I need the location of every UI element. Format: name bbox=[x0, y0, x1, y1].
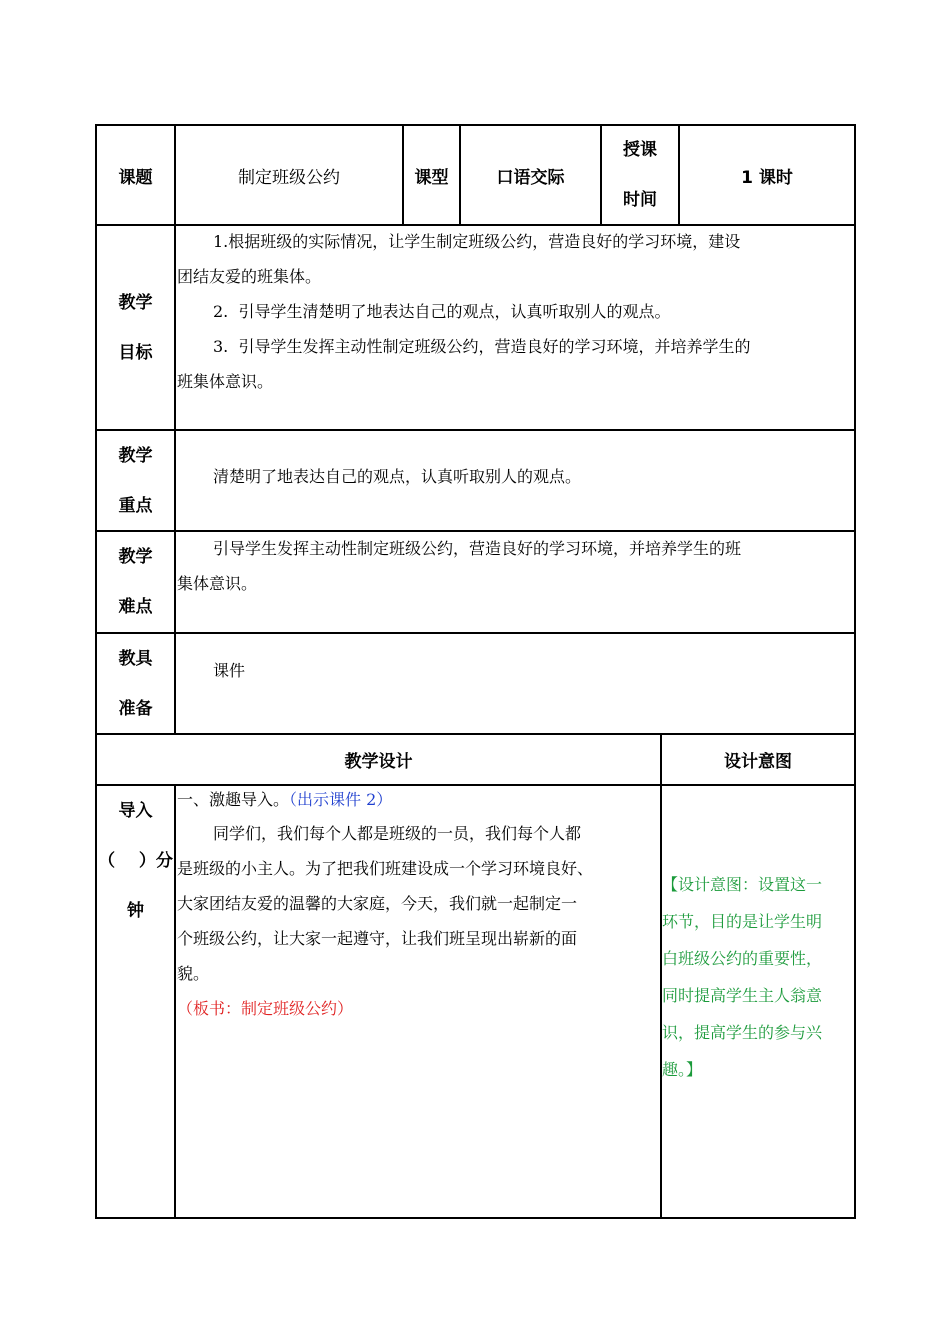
intro-content bbox=[177, 784, 660, 1026]
intro-heading-line bbox=[177, 784, 660, 816]
key-points-label-line-1: 教学 bbox=[118, 445, 153, 466]
intro-line-2: 是班级的小主人。为了把我们班建设成一个学习环境良好、 bbox=[177, 859, 594, 878]
difficulties-line-2: 集体意识。 bbox=[177, 574, 258, 593]
type-value: 口语交际 bbox=[496, 167, 565, 188]
intro-heading: 一、激趣导入。 bbox=[177, 790, 290, 809]
type-label: 课型 bbox=[414, 167, 449, 188]
materials-content bbox=[177, 653, 854, 688]
intro-label-line-1: 导入 bbox=[118, 801, 153, 821]
goals-line-2: 团结友爱的班集体。 bbox=[177, 267, 322, 286]
key-points-content bbox=[177, 459, 854, 494]
intro-intent-line-6: 趣。】 bbox=[662, 1060, 703, 1079]
materials-label-line-2: 准备 bbox=[118, 698, 153, 719]
difficulties-label-line-2: 难点 bbox=[118, 597, 153, 617]
time-value: 1 课时 bbox=[741, 167, 793, 188]
time-label bbox=[602, 126, 678, 224]
goals-label bbox=[97, 226, 174, 429]
intro-line-5: 貌。 bbox=[177, 964, 210, 983]
goals-line-5: 班集体意识。 bbox=[177, 372, 274, 391]
intro-intent-line-4: 同时提高学生主人翁意 bbox=[662, 986, 823, 1005]
goals-label-line-2: 目标 bbox=[118, 342, 153, 363]
difficulties-label-line-1: 教学 bbox=[118, 547, 153, 567]
key-points-label-line-2: 重点 bbox=[118, 495, 153, 516]
intro-line-1: 同学们，我们每个人都是班级的一员，我们每个人都 bbox=[213, 824, 582, 843]
design-header-left: 教学设计 bbox=[344, 752, 413, 772]
key-points-label bbox=[97, 431, 174, 530]
table-border-right bbox=[854, 124, 856, 1219]
design-header-right: 设计意图 bbox=[724, 752, 792, 772]
label-column-divider-bottom bbox=[174, 784, 176, 1219]
topic-value: 制定班级公约 bbox=[238, 167, 340, 188]
difficulties-content bbox=[177, 531, 854, 601]
goals-content bbox=[177, 224, 854, 399]
materials-text: 课件 bbox=[213, 661, 246, 680]
time-label-line-2: 时间 bbox=[623, 190, 657, 210]
intro-intent-line-5: 识，提高学生的参与兴 bbox=[662, 1023, 823, 1042]
intro-label-line-2: （ ）分 bbox=[98, 851, 173, 871]
goals-line-3: 2. 引导学生清楚明了地表达自己的观点，认真听取别人的观点。 bbox=[213, 302, 671, 321]
goals-line-4: 3. 引导学生发挥主动性制定班级公约，营造良好的学习环境，并培养学生的 bbox=[213, 337, 751, 356]
topic-label: 课题 bbox=[118, 167, 153, 188]
intro-intent bbox=[662, 866, 854, 1088]
goals-line-1: 1.根据班级的实际情况，让学生制定班级公约，营造良好的学习环境，建设 bbox=[213, 232, 741, 251]
key-points-text: 清楚明了地表达自己的观点，认真听取别人的观点。 bbox=[213, 467, 582, 486]
difficulties-label bbox=[97, 532, 174, 632]
materials-label bbox=[97, 634, 174, 733]
time-label-line-1: 授课 bbox=[623, 140, 657, 160]
intro-line-4: 个班级公约，让大家一起遵守，让我们班呈现出崭新的面 bbox=[177, 929, 578, 948]
intro-label bbox=[97, 786, 174, 936]
materials-label-line-1: 教具 bbox=[118, 648, 153, 669]
table-border-bottom bbox=[95, 1217, 856, 1219]
intro-line-3: 大家团结友爱的温馨的大家庭，今天，我们就一起制定一 bbox=[177, 894, 578, 913]
row-divider-2 bbox=[95, 429, 856, 431]
row-divider-4 bbox=[95, 632, 856, 634]
intro-label-line-3: 钟 bbox=[127, 901, 144, 921]
intro-intent-line-1: 【设计意图：设置这一 bbox=[662, 875, 823, 894]
goals-label-line-1: 教学 bbox=[118, 292, 153, 313]
difficulties-line-1: 引导学生发挥主动性制定班级公约，营造良好的学习环境，并培养学生的班 bbox=[213, 539, 742, 558]
intro-heading-note: （出示课件 2） bbox=[289, 790, 393, 809]
intro-intent-line-3: 白班级公约的重要性， bbox=[662, 949, 823, 968]
intro-board-note: （板书：制定班级公约） bbox=[177, 999, 354, 1018]
intro-intent-line-2: 环节，目的是让学生明 bbox=[662, 912, 823, 931]
